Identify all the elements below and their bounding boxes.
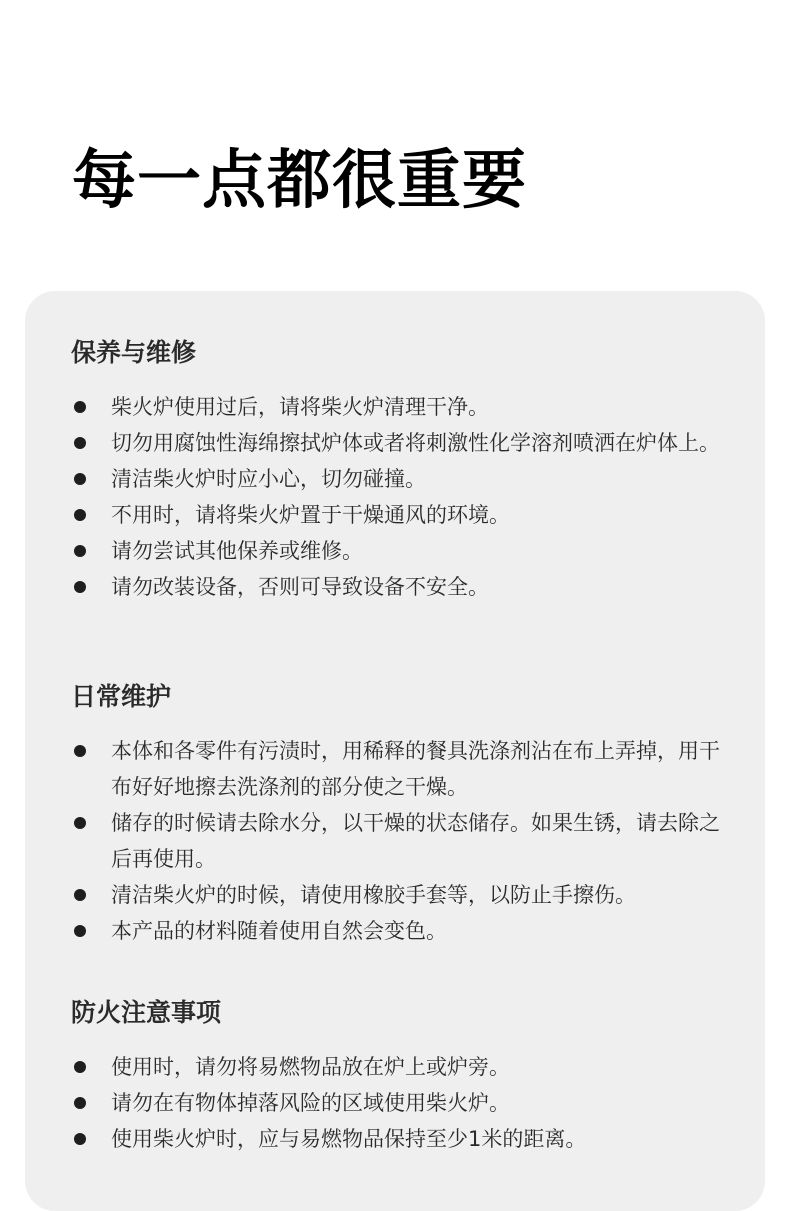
bullet-dot-icon (74, 473, 86, 485)
bullet-dot-icon (74, 745, 86, 757)
list-item-text: 请勿尝试其他保养或维修。 (111, 539, 363, 563)
list-item (71, 1049, 731, 1085)
list-item (71, 425, 731, 461)
list-item-text: 使用时，请勿将易燃物品放在炉上或炉旁。 (111, 1055, 510, 1079)
bullet-dot-icon (74, 925, 86, 937)
section-heading: 保养与维修 (71, 338, 197, 367)
list-item (71, 569, 731, 605)
list-item (71, 497, 731, 533)
bullet-dot-icon (74, 545, 86, 557)
section-fire-safety (71, 991, 731, 1157)
list-item-text: 请勿在有物体掉落风险的区域使用柴火炉。 (111, 1091, 510, 1115)
section-heading: 日常维护 (71, 682, 172, 711)
bullet-dot-icon (74, 581, 86, 593)
bullet-dot-icon (74, 1133, 86, 1145)
list-item-text: 清洁柴火炉的时候，请使用橡胶手套等，以防止手擦伤。 (111, 883, 636, 907)
section-heading: 防火注意事项 (71, 998, 222, 1027)
list-item (71, 913, 731, 949)
bullet-dot-icon (74, 889, 86, 901)
section-daily-care (71, 675, 731, 949)
list-item-text: 清洁柴火炉时应小心，切勿碰撞。 (111, 467, 426, 491)
list-item (71, 877, 731, 913)
list-item (71, 1085, 731, 1121)
bullet-dot-icon (74, 817, 86, 829)
list-item-text: 储存的时候请去除水分，以干燥的状态储存。如果生锈，请去除之后再使用。 (111, 811, 720, 871)
list-item (71, 533, 731, 569)
list-item (71, 461, 731, 497)
list-item-text: 请勿改装设备，否则可导致设备不安全。 (111, 575, 489, 599)
bullet-list (71, 1049, 731, 1157)
bullet-dot-icon (74, 1097, 86, 1109)
info-card (25, 291, 765, 1211)
bullet-dot-icon (74, 401, 86, 413)
bullet-dot-icon (74, 1061, 86, 1073)
list-item (71, 805, 731, 877)
list-item-text: 本产品的材料随着使用自然会变色。 (111, 919, 447, 943)
section-maintenance-repair (71, 331, 731, 605)
bullet-dot-icon (74, 509, 86, 521)
page-title: 每一点都很重要 (72, 144, 527, 218)
list-item (71, 389, 731, 425)
list-item-text: 不用时，请将柴火炉置于干燥通风的环境。 (111, 503, 510, 527)
list-item-text: 使用柴火炉时，应与易燃物品保持至少1米的距离。 (111, 1127, 587, 1151)
list-item (71, 1121, 731, 1157)
list-item-text: 柴火炉使用过后，请将柴火炉清理干净。 (111, 395, 489, 419)
list-item-text: 切勿用腐蚀性海绵擦拭炉体或者将刺激性化学溶剂喷洒在炉体上。 (111, 431, 720, 455)
bullet-list (71, 389, 731, 605)
list-item-text: 本体和各零件有污渍时，用稀释的餐具洗涤剂沾在布上弄掉，用干布好好地擦去洗涤剂的部分使之干燥。 (111, 739, 720, 799)
bullet-dot-icon (74, 437, 86, 449)
bullet-list (71, 733, 731, 949)
list-item (71, 733, 731, 805)
